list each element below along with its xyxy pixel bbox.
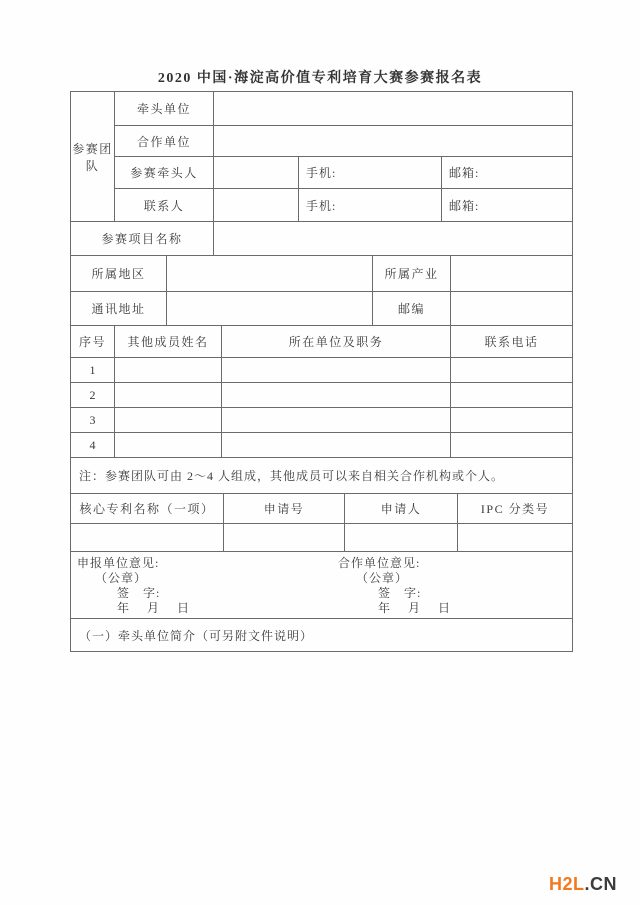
member-name-cell [115,433,222,458]
member-row-number: 3 [71,408,115,433]
project-name-label: 参赛项目名称 [71,222,214,256]
applicant-opinion-date: 年 月 日 [117,601,191,615]
table-row [71,619,573,652]
watermark-primary-text: H2L [548,874,585,894]
opinions-cell [71,552,573,619]
project-name-input-cell [214,222,573,256]
opinions-wrap [71,552,572,616]
form-title: 2020 中国·海淀高价值专利培育大赛参赛报名表 [157,71,483,86]
project-name-table [70,221,573,256]
members-header-no: 序号 [71,326,115,358]
region-address-table [70,255,573,326]
member-row [71,358,573,383]
patent-applicant-label: 申请人 [345,494,458,524]
table-row [71,552,573,619]
contact-person-email-label: 邮箱: [442,189,573,222]
contact-person-name-cell [214,189,299,222]
member-row [71,383,573,408]
member-row [71,433,573,458]
applicant-opinion-title: 申报单位意见: [77,556,160,570]
watermark-secondary-text: .CN [584,874,617,894]
member-row [71,408,573,433]
members-header-phone: 联系电话 [451,326,573,358]
address-label: 通讯地址 [71,292,167,326]
members-header-unit: 所在单位及职务 [222,326,451,358]
member-phone-cell [451,408,573,433]
table-header-row [71,326,573,358]
area-input-cell [167,256,373,292]
table-row [71,157,573,189]
lead-person-label: 参赛牵头人 [115,157,214,189]
contact-person-phone-label: 手机: [299,189,442,222]
industry-label: 所属产业 [373,256,451,292]
coop-unit-label: 合作单位 [115,126,214,157]
zip-label: 邮编 [373,292,451,326]
patent-app-no-input-cell [224,524,345,552]
patent-name-label: 核心专利名称（一项） [71,494,224,524]
coop-opinion-date: 年 月 日 [378,601,452,615]
table-row [71,256,573,292]
coop-opinion-block [338,556,563,616]
contact-person-label: 联系人 [115,189,214,222]
table-row [71,222,573,256]
table-header-row [71,494,573,524]
area-label: 所属地区 [71,256,167,292]
lead-unit-intro-label: （一）牵头单位简介（可另附文件说明） [71,619,573,652]
member-name-cell [115,408,222,433]
member-name-cell [115,358,222,383]
coop-unit-input-cell [214,126,573,157]
member-phone-cell [451,383,573,408]
table-row [71,92,573,126]
patent-ipc-label: IPC 分类号 [458,494,573,524]
applicant-opinion-block [71,556,338,616]
zip-input-cell [451,292,573,326]
patent-name-input-cell [71,524,224,552]
coop-opinion-title: 合作单位意见: [338,556,421,570]
members-table [70,325,573,458]
address-input-cell [167,292,373,326]
lead-unit-input-cell [214,92,573,126]
lead-person-name-cell [214,157,299,189]
table-row [71,524,573,552]
member-unit-cell [222,433,451,458]
member-phone-cell [451,358,573,383]
members-header-name: 其他成员姓名 [115,326,222,358]
member-row-number: 2 [71,383,115,408]
applicant-opinion-sign: 签 字: [117,586,161,600]
patent-table [70,493,573,552]
intro-table [70,618,573,652]
patent-app-no-label: 申请号 [224,494,345,524]
lead-person-email-label: 邮箱: [442,157,573,189]
team-section-table [70,91,573,222]
patent-applicant-input-cell [345,524,458,552]
coop-opinion-seal: （公章） [356,571,409,585]
member-unit-cell [222,383,451,408]
member-unit-cell [222,408,451,433]
coop-opinion-sign: 签 字: [378,586,422,600]
table-row [71,126,573,157]
member-name-cell [115,383,222,408]
team-group-label: 参赛团队 [71,92,115,222]
opinions-table [70,551,573,619]
member-row-number: 4 [71,433,115,458]
registration-form [70,91,572,652]
team-note: 注：参赛团队可由 2～4 人组成，其他成员可以来自相关合作机构或个人。 [71,458,573,494]
applicant-opinion-seal: （公章） [95,571,148,585]
table-row [71,189,573,222]
member-phone-cell [451,433,573,458]
lead-unit-label: 牵头单位 [115,92,214,126]
member-row-number: 1 [71,358,115,383]
h2l-watermark [549,874,617,895]
patent-ipc-input-cell [458,524,573,552]
industry-input-cell [451,256,573,292]
table-row [71,292,573,326]
lead-person-phone-label: 手机: [299,157,442,189]
member-unit-cell [222,358,451,383]
table-row [71,458,573,494]
note-table [70,457,573,494]
